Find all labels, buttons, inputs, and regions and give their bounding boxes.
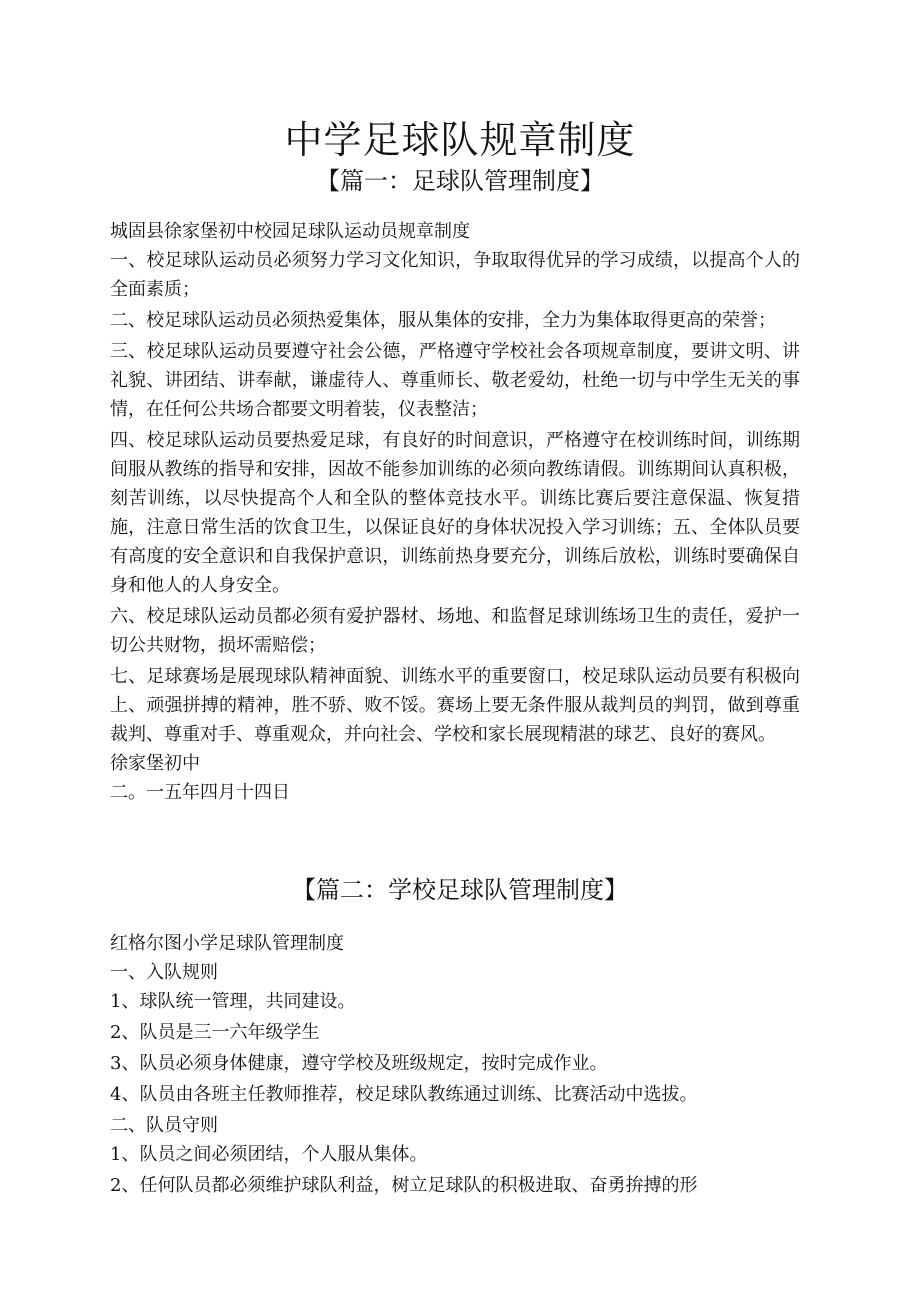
section2-part1-item-4: 4、队员由各班主任教师推荐，校足球队教练通过训练、比赛活动中选拔。: [110, 1084, 698, 1105]
section1-heading: 【篇一：足球队管理制度】: [316, 167, 604, 195]
section2-org-line: 红格尔图小学足球队管理制度: [110, 933, 344, 954]
section2-part1-item-3: 3、队员必须身体健康，遵守学校及班级规定，按时完成作业。: [110, 1053, 608, 1074]
section1-paragraph-3: 三、校足球队运动员要遵守社会公德，严格遵守学校社会各项规章制度，要讲文明、讲礼貌、讲团结、讲奉献，谦虚待人、尊重师长、敬老爱幼，杜绝一切与中学生无关的事情，在任何公共场合都要文明着装，仪表整洁；: [110, 341, 800, 420]
section2-part1-item-1: 1、球队统一管理，共同建设。: [110, 991, 356, 1012]
section2-part2-item-2: 2、任何队员都必须维护球队利益，树立足球队的积极进取、奋勇拚搏的形: [110, 1175, 698, 1196]
section1-body: [110, 217, 800, 807]
section2-heading: 【篇二：学校足球队管理制度】: [292, 876, 628, 904]
section2-part1-title: 一、入队规则: [110, 962, 218, 983]
section1-date: 二。一五年四月十四日: [110, 782, 290, 803]
section2-part2-title: 二、队员守则: [110, 1115, 218, 1136]
section1-org-line: 城固县徐家堡初中校园足球队运动员规章制度: [110, 221, 470, 242]
section1-paragraph-6: 七、足球赛场是展现球队精神面貌、训练水平的重要窗口，校足球队运动员要有积极向上、顽强拼搏的精神，胜不骄、败不馁。赛场上要无条件服从裁判员的判罚，做到尊重裁判、尊重对手、尊重观众，并向社会、学校和家长展现精湛的球艺、良好的赛风。: [110, 666, 800, 745]
document-title: 中学足球队规章制度: [284, 118, 636, 162]
section1-paragraph-1: 一、校足球队运动员必须努力学习文化知识，争取取得优异的学习成绩，以提高个人的全面素质；: [110, 250, 800, 300]
section2-part2-item-1: 1、队员之间必须团结，个人服从集体。: [110, 1144, 428, 1165]
section1-paragraph-4: 四、校足球队运动员要热爱足球，有良好的时间意识，严格遵守在校训练时间，训练期间服从教练的指导和安排，因故不能参加训练的必须向教练请假。训练期间认真积极，刻苦训练，以尽快提高个人和全队的整体竞技水平。训练比赛后要注意保温、恢复措施，注意日常生活的饮食卫生，以保证良好的身体状况投入学习训练；五、全体队员要有高度的安全意识和自我保护意识，训练前热身要充分，训练后放松，训练时要确保自身和他人的人身安全。: [110, 430, 800, 596]
section2-body: [110, 929, 800, 1202]
section2-part1-item-2: 2、队员是三一六年级学生: [110, 1022, 320, 1043]
section1-signature: 徐家堡初中: [110, 753, 200, 774]
section1-paragraph-5: 六、校足球队运动员都必须有爱护器材、场地、和监督足球训练场卫生的责任，爱护一切公共财物，损坏需赔偿；: [110, 606, 800, 656]
section1-paragraph-2: 二、校足球队运动员必须热爱集体，服从集体的安排，全力为集体取得更高的荣誉；: [110, 310, 776, 331]
